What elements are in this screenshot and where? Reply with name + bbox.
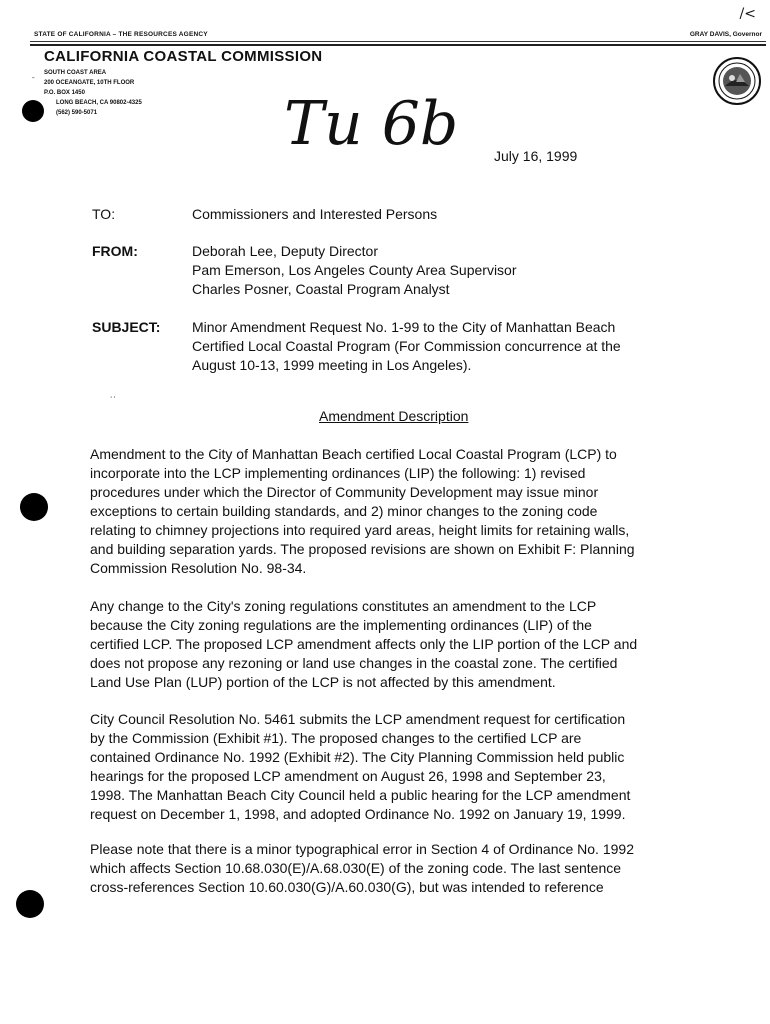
from-label: FROM: <box>92 243 138 259</box>
commission-title: CALIFORNIA COASTAL COMMISSION <box>44 48 323 65</box>
corner-handwritten-mark: /< <box>739 6 756 22</box>
paragraph-1-line-6: and building separation yards. The proposed revisions are shown on Exhibit F: Planning <box>90 541 635 557</box>
header-rule-thick <box>30 44 766 46</box>
svg-text:Tu 6b: Tu 6b <box>284 89 459 159</box>
paragraph-1-line-4: exceptions to certain building standards, and 2) minor changes to the zoning code <box>90 503 598 519</box>
address-line-3: P.O. BOX 1450 <box>44 90 85 96</box>
paragraph-4-line-1: Please note that there is a minor typographical error in Section 4 of Ordinance No. 1992 <box>90 841 634 857</box>
paragraph-3-line-2: by the Commission (Exhibit #1). The proposed changes to the certified LCP are <box>90 730 582 746</box>
from-line-2: Pam Emerson, Los Angeles County Area Supervisor <box>192 262 517 278</box>
handwritten-note <box>282 78 462 168</box>
stray-marks: ˙˙ <box>110 396 117 407</box>
paragraph-3-line-1: City Council Resolution No. 5461 submits the LCP amendment request for certification <box>90 711 626 727</box>
punch-hole-top <box>22 100 44 122</box>
section-heading: Amendment Description <box>319 408 469 424</box>
paragraph-3-line-4: hearings for the proposed LCP amendment on August 26, 1998 and September 23, <box>90 768 606 784</box>
subject-line-1: Minor Amendment Request No. 1-99 to the City of Manhattan Beach <box>192 319 616 335</box>
paragraph-2 <box>90 597 730 692</box>
paragraph-3 <box>90 710 730 824</box>
address-line-1: SOUTH COAST AREA <box>44 70 107 76</box>
subject-line-2: Certified Local Coastal Program (For Commission concurrence at the <box>192 338 621 354</box>
punch-hole-middle <box>20 493 48 521</box>
paragraph-3-line-6: request on December 1, 1998, and adopted Ordinance No. 1992 on January 19, 1999. <box>90 806 626 822</box>
address-line-2: 200 OCEANGATE, 10TH FLOOR <box>44 80 135 86</box>
paragraph-2-line-4: does not propose any rezoning or land use changes in the coastal zone. The certified <box>90 655 618 671</box>
from-line-1: Deborah Lee, Deputy Director <box>192 243 378 259</box>
margin-tick: ˉ <box>32 76 35 85</box>
paragraph-4 <box>90 840 730 897</box>
paragraph-3-line-5: 1998. The Manhattan Beach City Council held a public hearing for the LCP amendment <box>90 787 631 803</box>
subject-lines <box>192 318 621 375</box>
paragraph-1-line-1: Amendment to the City of Manhattan Beach certified Local Coastal Program (LCP) to <box>90 446 617 462</box>
paragraph-1-line-3: procedures under which the Director of Community Development may issue minor <box>90 484 599 500</box>
from-line-3: Charles Posner, Coastal Program Analyst <box>192 281 450 297</box>
governor-line: GRAY DAVIS, Governor <box>689 31 762 38</box>
address-line-5: (562) 590-5071 <box>56 110 98 116</box>
header-rule <box>30 41 766 42</box>
agency-line: STATE OF CALIFORNIA – THE RESOURCES AGENCY <box>34 31 208 38</box>
from-lines <box>192 242 517 299</box>
paragraph-1-line-2: incorporate into the LCP implementing ordinances (LIP) the following: 1) revised <box>90 465 586 481</box>
paragraph-2-line-3: certified LCP. The proposed LCP amendment affects only the LIP portion of the LCP and <box>90 636 638 652</box>
memo-date: July 16, 1999 <box>494 148 578 164</box>
paragraph-1 <box>90 445 730 578</box>
paragraph-1-line-7: Commission Resolution No. 98-34. <box>90 560 307 576</box>
paragraph-1-line-5: relating to chimney projections into required yard areas, height limits for retaining walls, <box>90 522 630 538</box>
paragraph-2-line-5: Land Use Plan (LUP) portion of the LCP is not affected by this amendment. <box>90 674 556 690</box>
paragraph-3-line-3: contained Ordinance No. 1992 (Exhibit #2). The City Planning Commission held public <box>90 749 625 765</box>
paragraph-2-line-1: Any change to the City's zoning regulations constitutes an amendment to the LCP <box>90 598 597 614</box>
punch-hole-bottom <box>16 890 44 918</box>
to-value: Commissioners and Interested Persons <box>192 206 438 222</box>
state-seal-icon <box>712 56 762 106</box>
paragraph-4-line-2: which affects Section 10.68.030(E)/A.68.030(E) of the zoning code. The last sentence <box>90 860 622 876</box>
to-label: TO: <box>92 206 116 222</box>
address-line-4: LONG BEACH, CA 90802-4325 <box>56 100 142 106</box>
subject-line-3: August 10-13, 1999 meeting in Los Angeles). <box>192 357 472 373</box>
paragraph-2-line-2: because the City zoning regulations are the implementing ordinances (LIP) of the <box>90 617 592 633</box>
paragraph-4-line-3: cross-references Section 10.60.030(G)/A.60.030(G), but was intended to reference <box>90 879 604 895</box>
subject-label: SUBJECT: <box>92 319 161 335</box>
